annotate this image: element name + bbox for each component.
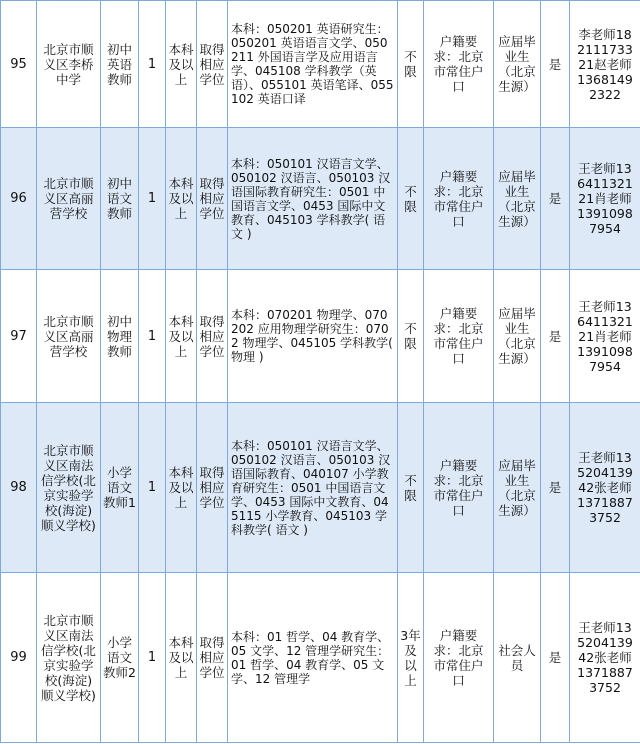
row-number: 99 xyxy=(1,573,37,743)
contact-info: 李老师18211173321赵老师13681492322 xyxy=(570,1,640,128)
hukou-requirement: 户籍要求：北京市常住户口 xyxy=(424,1,494,128)
degree-requirement: 取得相应学位 xyxy=(197,270,228,403)
approval-status: 是 xyxy=(541,1,570,128)
hire-count: 1 xyxy=(139,573,166,743)
approval-status: 是 xyxy=(541,128,570,270)
hire-count: 1 xyxy=(139,403,166,573)
school-name: 北京市顺义区南法信学校(北京实验学校(海淀)顺义学校) xyxy=(37,403,101,573)
major-requirement: 本科：050101 汉语言文学、050102 汉语言、050103 汉语国际教育研究生：0501 中国语言文学、0453 国际中文教育、045103 学科教学( 语文 ) xyxy=(228,128,398,270)
row-number: 95 xyxy=(1,1,37,128)
work-experience: 不限 xyxy=(398,128,424,270)
row-number: 98 xyxy=(1,403,37,573)
work-experience: 3年及以上 xyxy=(398,573,424,743)
table-row xyxy=(1,1,640,128)
applicant-source: 应届毕业生（北京生源） xyxy=(494,270,541,403)
hire-count: 1 xyxy=(139,1,166,128)
position-name: 初中物理教师 xyxy=(101,270,139,403)
position-name: 初中英语教师 xyxy=(101,1,139,128)
education-level: 本科及以上 xyxy=(166,128,197,270)
contact-info: 王老师13641132121肖老师13910987954 xyxy=(570,270,640,403)
applicant-source: 应届毕业生（北京生源） xyxy=(494,403,541,573)
applicant-source: 应届毕业生（北京生源） xyxy=(494,1,541,128)
position-name: 初中语文教师 xyxy=(101,128,139,270)
approval-status: 是 xyxy=(541,403,570,573)
degree-requirement: 取得相应学位 xyxy=(197,1,228,128)
education-level: 本科及以上 xyxy=(166,573,197,743)
work-experience: 不限 xyxy=(398,1,424,128)
applicant-source: 社会人员 xyxy=(494,573,541,743)
hire-count: 1 xyxy=(139,270,166,403)
work-experience: 不限 xyxy=(398,403,424,573)
education-level: 本科及以上 xyxy=(166,1,197,128)
applicant-source: 应届毕业生（北京生源） xyxy=(494,128,541,270)
table-row xyxy=(1,270,640,403)
approval-status: 是 xyxy=(541,573,570,743)
major-requirement: 本科：070201 物理学、070202 应用物理学研究生：0702 物理学、045105 学科教学( 物理 ) xyxy=(228,270,398,403)
major-requirement: 本科：050201 英语研究生：050201 英语语言文学、050211 外国语言学及应用语言学、045108 学科教学（英语）、055101 英语笔译、055102 英语口译 xyxy=(228,1,398,128)
hukou-requirement: 户籍要求：北京市常住户口 xyxy=(424,270,494,403)
school-name: 北京市顺义区高丽营学校 xyxy=(37,128,101,270)
row-number: 97 xyxy=(1,270,37,403)
degree-requirement: 取得相应学位 xyxy=(197,128,228,270)
position-name: 小学语文教师2 xyxy=(101,573,139,743)
table-row xyxy=(1,403,640,573)
table-row xyxy=(1,573,640,743)
contact-info: 王老师13520413942张老师13718873752 xyxy=(570,403,640,573)
contact-info: 王老师13520413942张老师13718873752 xyxy=(570,573,640,743)
hukou-requirement: 户籍要求：北京市常住户口 xyxy=(424,573,494,743)
degree-requirement: 取得相应学位 xyxy=(197,573,228,743)
school-name: 北京市顺义区南法信学校(北京实验学校(海淀)顺义学校) xyxy=(37,573,101,743)
education-level: 本科及以上 xyxy=(166,270,197,403)
school-name: 北京市顺义区高丽营学校 xyxy=(37,270,101,403)
education-level: 本科及以上 xyxy=(166,403,197,573)
degree-requirement: 取得相应学位 xyxy=(197,403,228,573)
hukou-requirement: 户籍要求：北京市常住户口 xyxy=(424,403,494,573)
school-name: 北京市顺义区李桥中学 xyxy=(37,1,101,128)
table-row xyxy=(1,128,640,270)
position-name: 小学语文教师1 xyxy=(101,403,139,573)
major-requirement: 本科：01 哲学、04 教育学、05 文学、12 管理学研究生：01 哲学、04 教育学、05 文学、12 管理学 xyxy=(228,573,398,743)
hire-count: 1 xyxy=(139,128,166,270)
table-body xyxy=(1,1,640,743)
work-experience: 不限 xyxy=(398,270,424,403)
major-requirement: 本科：050101 汉语言文学、050102 汉语言、050103 汉语国际教育、040107 小学教育研究生：0501 中国语言文学、0453 国际中文教育、045115 小学教育、045103 学科教学( 语文 ) xyxy=(228,403,398,573)
hukou-requirement: 户籍要求：北京市常住户口 xyxy=(424,128,494,270)
approval-status: 是 xyxy=(541,270,570,403)
contact-info: 王老师13641132121肖老师13910987954 xyxy=(570,128,640,270)
row-number: 96 xyxy=(1,128,37,270)
